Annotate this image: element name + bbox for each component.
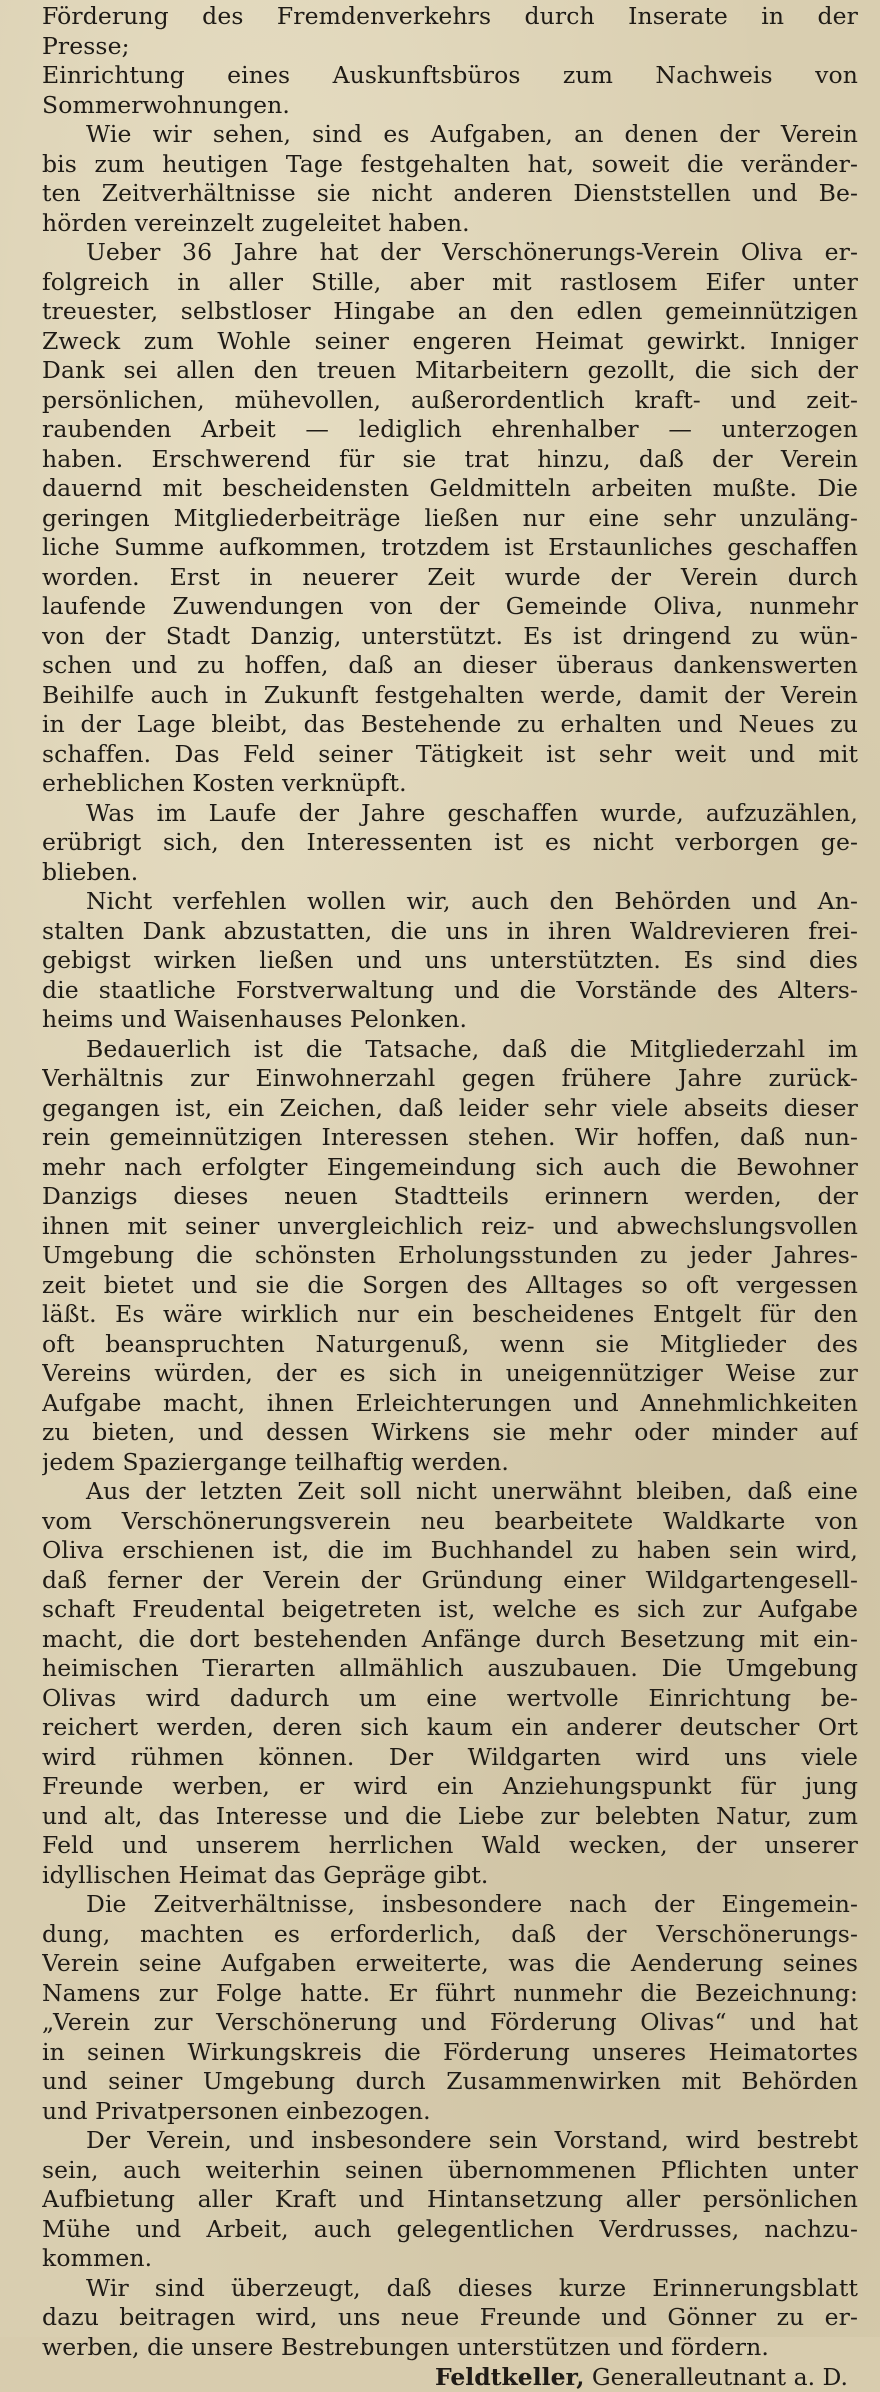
text-line: und seiner Umgebung durch Zusammenwirken mit Behörden <box>42 2067 858 2095</box>
text-line: Danzigs dieses neuen Stadtteils erinnern werden, der <box>42 1182 858 1210</box>
text-line: dauernd mit bescheidensten Geldmitteln arbeiten mußte. Die <box>42 474 858 502</box>
text-line: Ueber 36 Jahre hat der Verschönerungs-Verein Oliva er- <box>86 238 858 266</box>
text-line: Wir sind überzeugt, daß dieses kurze Erinnerungsblatt <box>86 2273 858 2302</box>
text-line: bis zum heutigen Tage festgehalten hat, soweit die veränder- <box>42 149 858 178</box>
text-line: dung, machten es erforderlich, daß der Verschönerungs- <box>42 1919 858 1948</box>
text-line: haben. Erschwerend für sie trat hinzu, daß der Verein <box>42 444 858 473</box>
text-line: Feld und unserem herrlichen Wald wecken, der unserer <box>42 1831 858 1859</box>
text-line: und Privatpersonen einbezogen. <box>42 2096 431 2125</box>
paragraph <box>42 2 858 120</box>
text-line: folgreich in aller Stille, aber mit rastlosem Eifer unter <box>42 267 858 296</box>
text-line: Wie wir sehen, sind es Aufgaben, an denen der Verein <box>86 120 858 148</box>
text-line: macht, die dort bestehenden Anfänge durch Besetzung mit ein- <box>42 1624 858 1653</box>
text-line: kommen. <box>42 2244 153 2272</box>
text-line: sein, auch weiterhin seinen übernommenen Pflichten unter <box>42 2155 858 2184</box>
text-line: dazu beitragen wird, uns neue Freunde und Gönner zu er- <box>42 2303 858 2331</box>
text-line: in der Lage bleibt, das Bestehende zu erhalten und Neues zu <box>42 710 858 738</box>
text-line: erheblichen Kosten verknüpft. <box>42 769 407 797</box>
text-line: Der Verein, und insbesondere sein Vorstand, wird bestrebt <box>86 2126 858 2154</box>
text-line: reichert werden, deren sich kaum ein anderer deutscher Ort <box>42 1713 858 1741</box>
paragraph <box>42 2274 858 2363</box>
signature <box>42 2362 858 2392</box>
text-line: stalten Dank abzustatten, die uns in ihren Waldrevieren frei- <box>42 916 858 945</box>
text-line: zeit bietet und sie die Sorgen des Alltages so oft vergessen <box>42 1270 858 1299</box>
paragraph <box>42 238 858 799</box>
text-line: Vereins würden, der es sich in uneigennütziger Weise zur <box>42 1359 858 1387</box>
text-line: Bedauerlich ist die Tatsache, daß die Mitgliederzahl im <box>86 1034 858 1063</box>
text-line: ihnen mit seiner unvergleichlich reiz- und abwechslungsvollen <box>42 1211 858 1240</box>
text-line: Die Zeitverhältnisse, insbesondere nach der Eingemein- <box>86 1890 858 1918</box>
text-line: wird rühmen können. Der Wildgarten wird uns viele <box>42 1742 858 1771</box>
text-line: hörden vereinzelt zugeleitet haben. <box>42 208 470 237</box>
text-line: rein gemeinnützigen Interessen stehen. Wir hoffen, daß nun- <box>42 1123 858 1151</box>
text-line: ten Zeitverhältnisse sie nicht anderen Dienststellen und Be- <box>42 179 858 207</box>
text-line: gebigst wirken ließen und uns unterstützten. Es sind dies <box>42 946 858 974</box>
article-body <box>42 2 858 2362</box>
paragraph <box>42 887 858 1035</box>
text-line: Oliva erschienen ist, die im Buchhandel zu haben sein wird, <box>42 1536 858 1564</box>
text-line: heims und Waisenhauses Pelonken. <box>42 1005 468 1033</box>
text-line: Dank sei allen den treuen Mitarbeitern gezollt, die sich der <box>42 356 858 384</box>
text-line: Förderung des Fremdenverkehrs durch Inserate in der <box>42 2 858 30</box>
paragraph <box>42 1477 858 1890</box>
text-line: schaft Freudental beigetreten ist, welche es sich zur Aufgabe <box>42 1595 858 1623</box>
text-line: Zweck zum Wohle seiner engeren Heimat gewirkt. Inniger <box>42 326 858 355</box>
text-line: mehr nach erfolgter Eingemeindung sich auch die Bewohner <box>42 1152 858 1181</box>
text-line: Aufgabe macht, ihnen Erleichterungen und Annehmlichkeiten <box>42 1388 858 1417</box>
text-line: erübrigt sich, den Interessenten ist es nicht verborgen ge- <box>42 828 858 856</box>
text-line: Nicht verfehlen wollen wir, auch den Behörden und An- <box>86 887 858 915</box>
paragraph <box>42 120 858 238</box>
text-line: blieben. <box>42 857 139 886</box>
text-line: persönlichen, mühevollen, außerordentlich kraft- und zeit- <box>42 385 858 414</box>
paragraph <box>42 1035 858 1478</box>
text-line: worden. Erst in neuerer Zeit wurde der Verein durch <box>42 562 858 591</box>
text-line: heimischen Tierarten allmählich auszubauen. Die Umgebung <box>42 1654 858 1682</box>
text-line: Mühe und Arbeit, auch gelegentlichen Verdrusses, nachzu- <box>42 2214 858 2243</box>
text-line: gegangen ist, ein Zeichen, daß leider sehr viele abseits dieser <box>42 1093 858 1122</box>
text-line: zu bieten, und dessen Wirkens sie mehr oder minder auf <box>42 1418 858 1446</box>
text-line: Einrichtung eines Auskunftsbüros zum Nachweis von <box>42 61 858 89</box>
text-line: Umgebung die schönsten Erholungsstunden zu jeder Jahres- <box>42 1241 858 1269</box>
text-line: und alt, das Interesse und die Liebe zur belebten Natur, zum <box>42 1801 858 1830</box>
text-line: schaffen. Das Feld seiner Tätigkeit ist sehr weit und mit <box>42 739 858 768</box>
paragraph <box>42 2126 858 2274</box>
text-line: Verein seine Aufgaben erweiterte, was die Aenderung seines <box>42 1949 858 1977</box>
text-line: schen und zu hoffen, daß an dieser überaus dankenswerten <box>42 651 858 679</box>
text-line: laufende Zuwendungen von der Gemeinde Oliva, nunmehr <box>42 592 858 620</box>
signature-name: Feldtkeller, <box>434 2363 585 2391</box>
text-line: jedem Spaziergange teilhaftig werden. <box>42 1447 509 1476</box>
text-line: in seinen Wirkungskreis die Förderung unseres Heimatortes <box>42 2037 858 2066</box>
text-line: die staatliche Forstverwaltung und die Vorstände des Alters- <box>42 975 858 1004</box>
text-line: von der Stadt Danzig, unterstützt. Es ist dringend zu wün- <box>42 621 858 650</box>
text-line: Aus der letzten Zeit soll nicht unerwähnt bleiben, daß eine <box>86 1477 858 1505</box>
text-line: raubenden Arbeit — lediglich ehrenhalber — unterzogen <box>42 415 858 443</box>
text-line: oft beanspruchten Naturgenuß, wenn sie Mitglieder des <box>42 1329 858 1358</box>
text-line: idyllischen Heimat das Gepräge gibt. <box>42 1860 489 1889</box>
signature-title: Generalleutnant a. D. <box>591 2363 848 2391</box>
text-line: werben, die unsere Bestrebungen unterstützen und fördern. <box>42 2332 769 2361</box>
text-line: liche Summe aufkommen, trotzdem ist Erstaunliches geschaffen <box>42 533 858 561</box>
text-line: daß ferner der Verein der Gründung einer Wildgartengesell- <box>42 1565 858 1594</box>
text-line: Presse; <box>42 31 130 60</box>
text-line: geringen Mitgliederbeiträge ließen nur eine sehr unzuläng- <box>42 503 858 532</box>
text-line: Olivas wird dadurch um eine wertvolle Einrichtung be- <box>42 1683 858 1712</box>
paragraph <box>42 799 858 888</box>
text-line: Beihilfe auch in Zukunft festgehalten werde, damit der Verein <box>42 680 858 709</box>
paragraph <box>42 1890 858 2126</box>
text-line: Aufbietung aller Kraft und Hintansetzung aller persönlichen <box>42 2185 858 2213</box>
text-line: Verhältnis zur Einwohnerzahl gegen frühere Jahre zurück- <box>42 1064 858 1092</box>
text-line: Sommerwohnungen. <box>42 90 290 119</box>
text-line: läßt. Es wäre wirklich nur ein bescheidenes Entgelt für den <box>42 1300 858 1328</box>
text-line: vom Verschönerungsverein neu bearbeitete Waldkarte von <box>42 1506 858 1535</box>
text-line: Namens zur Folge hatte. Er führt nunmehr die Bezeichnung: <box>42 1978 858 2007</box>
text-line: Freunde werben, er wird ein Anziehungspunkt für jung <box>42 1772 858 1800</box>
text-line: „Verein zur Verschönerung und Förderung Olivas“ und hat <box>42 2008 858 2036</box>
text-line: treuester, selbstloser Hingabe an den edlen gemeinnützigen <box>42 297 858 325</box>
text-line: Was im Laufe der Jahre geschaffen wurde, aufzuzählen, <box>86 798 858 827</box>
